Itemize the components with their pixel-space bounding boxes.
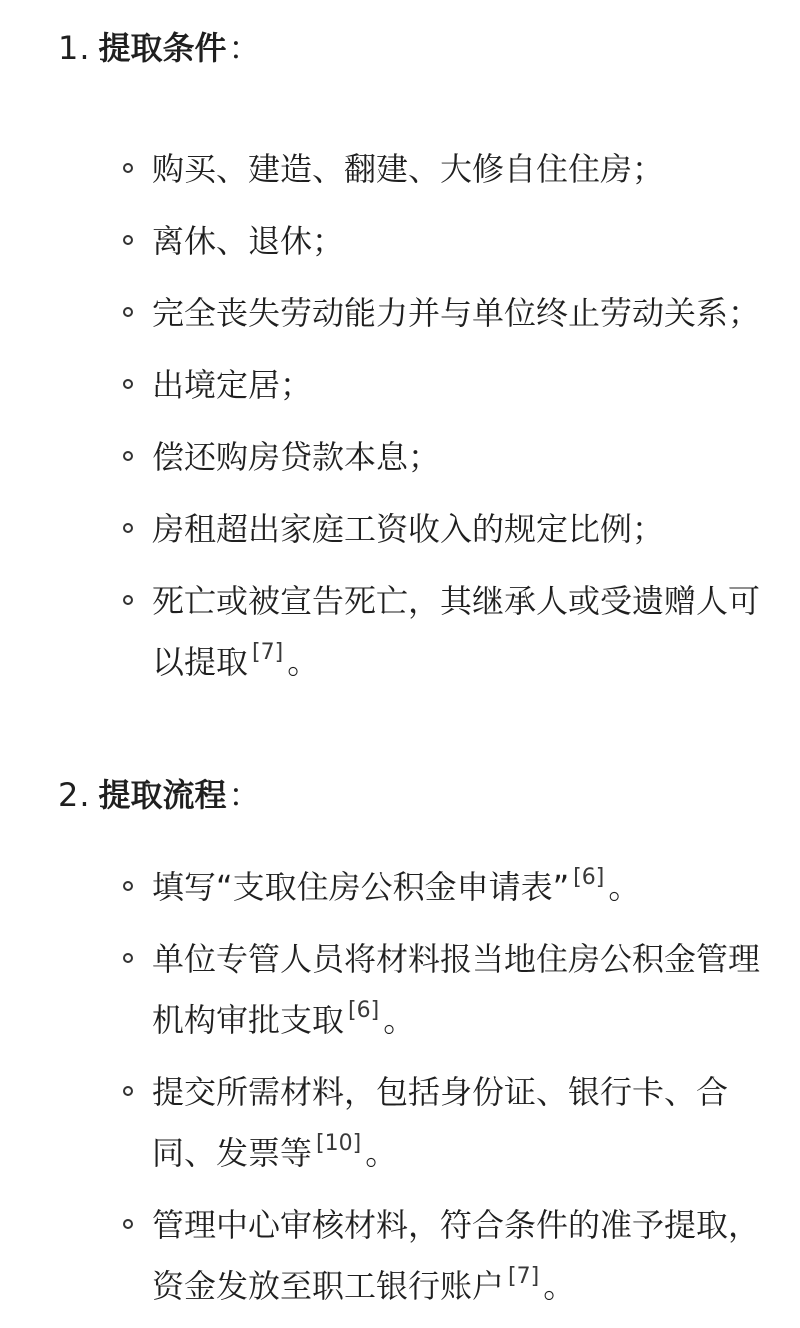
list-item-text: 偿还购房贷款本息；	[152, 438, 441, 476]
list-item-end: 。	[383, 1001, 416, 1039]
list-item-end: 。	[543, 1267, 576, 1305]
section-title: 提取流程	[98, 776, 227, 814]
citation-link[interactable]: [6]	[348, 998, 380, 1023]
list-item	[0, 211, 800, 272]
hollow-bullet-icon	[123, 235, 133, 245]
list-item	[0, 283, 800, 344]
list-item-text: 提交所需材料，包括身份证、银行卡、合同、发票等	[152, 1073, 729, 1172]
list-item	[0, 1062, 800, 1184]
section-withdrawal-conditions	[0, 24, 800, 681]
list-item	[0, 1195, 800, 1317]
list-item	[0, 355, 800, 416]
list-item-text: 填写“支取住房公积金申请表”	[152, 868, 570, 906]
hollow-bullet-icon	[123, 1219, 133, 1229]
section-withdrawal-process	[0, 771, 800, 1305]
hollow-bullet-icon	[123, 881, 133, 891]
section-colon: ：	[228, 776, 261, 814]
list-item-text: 出境定居；	[152, 366, 313, 404]
citation-link[interactable]: [6]	[573, 865, 605, 890]
list-item	[0, 857, 800, 918]
citation-link[interactable]: [7]	[508, 1264, 540, 1289]
bullet-list	[0, 139, 800, 704]
hollow-bullet-icon	[123, 953, 133, 963]
list-item-text: 离休、退休；	[152, 222, 345, 260]
bullet-list	[0, 857, 800, 1328]
list-item-text: 单位专管人员将材料报当地住房公积金管理机构审批支取	[152, 940, 761, 1039]
section-title: 提取条件	[98, 29, 227, 67]
citation-link[interactable]: [7]	[252, 640, 284, 665]
list-item-end: 。	[608, 868, 641, 906]
hollow-bullet-icon	[123, 307, 133, 317]
list-item-text: 死亡或被宣告死亡，其继承人或受遗赠人可以提取	[152, 582, 761, 681]
section-heading	[0, 24, 800, 72]
list-item-text: 完全丧失劳动能力并与单位终止劳动关系；	[152, 294, 761, 332]
section-heading	[0, 771, 800, 819]
section-number: 1.	[58, 29, 91, 67]
list-item-text: 管理中心审核材料，符合条件的准予提取，资金发放至职工银行账户	[152, 1206, 761, 1305]
hollow-bullet-icon	[123, 523, 133, 533]
hollow-bullet-icon	[123, 163, 133, 173]
list-item	[0, 571, 800, 693]
hollow-bullet-icon	[123, 1086, 133, 1096]
list-item	[0, 427, 800, 488]
section-number: 2.	[58, 776, 91, 814]
list-item-end: 。	[287, 643, 320, 681]
hollow-bullet-icon	[123, 451, 133, 461]
section-colon: ：	[228, 29, 261, 67]
hollow-bullet-icon	[123, 379, 133, 389]
list-item	[0, 929, 800, 1051]
list-item-text: 房租超出家庭工资收入的规定比例；	[152, 510, 665, 548]
citation-link[interactable]: [10]	[316, 1131, 362, 1156]
list-item	[0, 139, 800, 200]
hollow-bullet-icon	[123, 595, 133, 605]
list-item	[0, 499, 800, 560]
list-item-end: 。	[365, 1134, 398, 1172]
list-item-text: 购买、建造、翻建、大修自住住房；	[152, 150, 665, 188]
